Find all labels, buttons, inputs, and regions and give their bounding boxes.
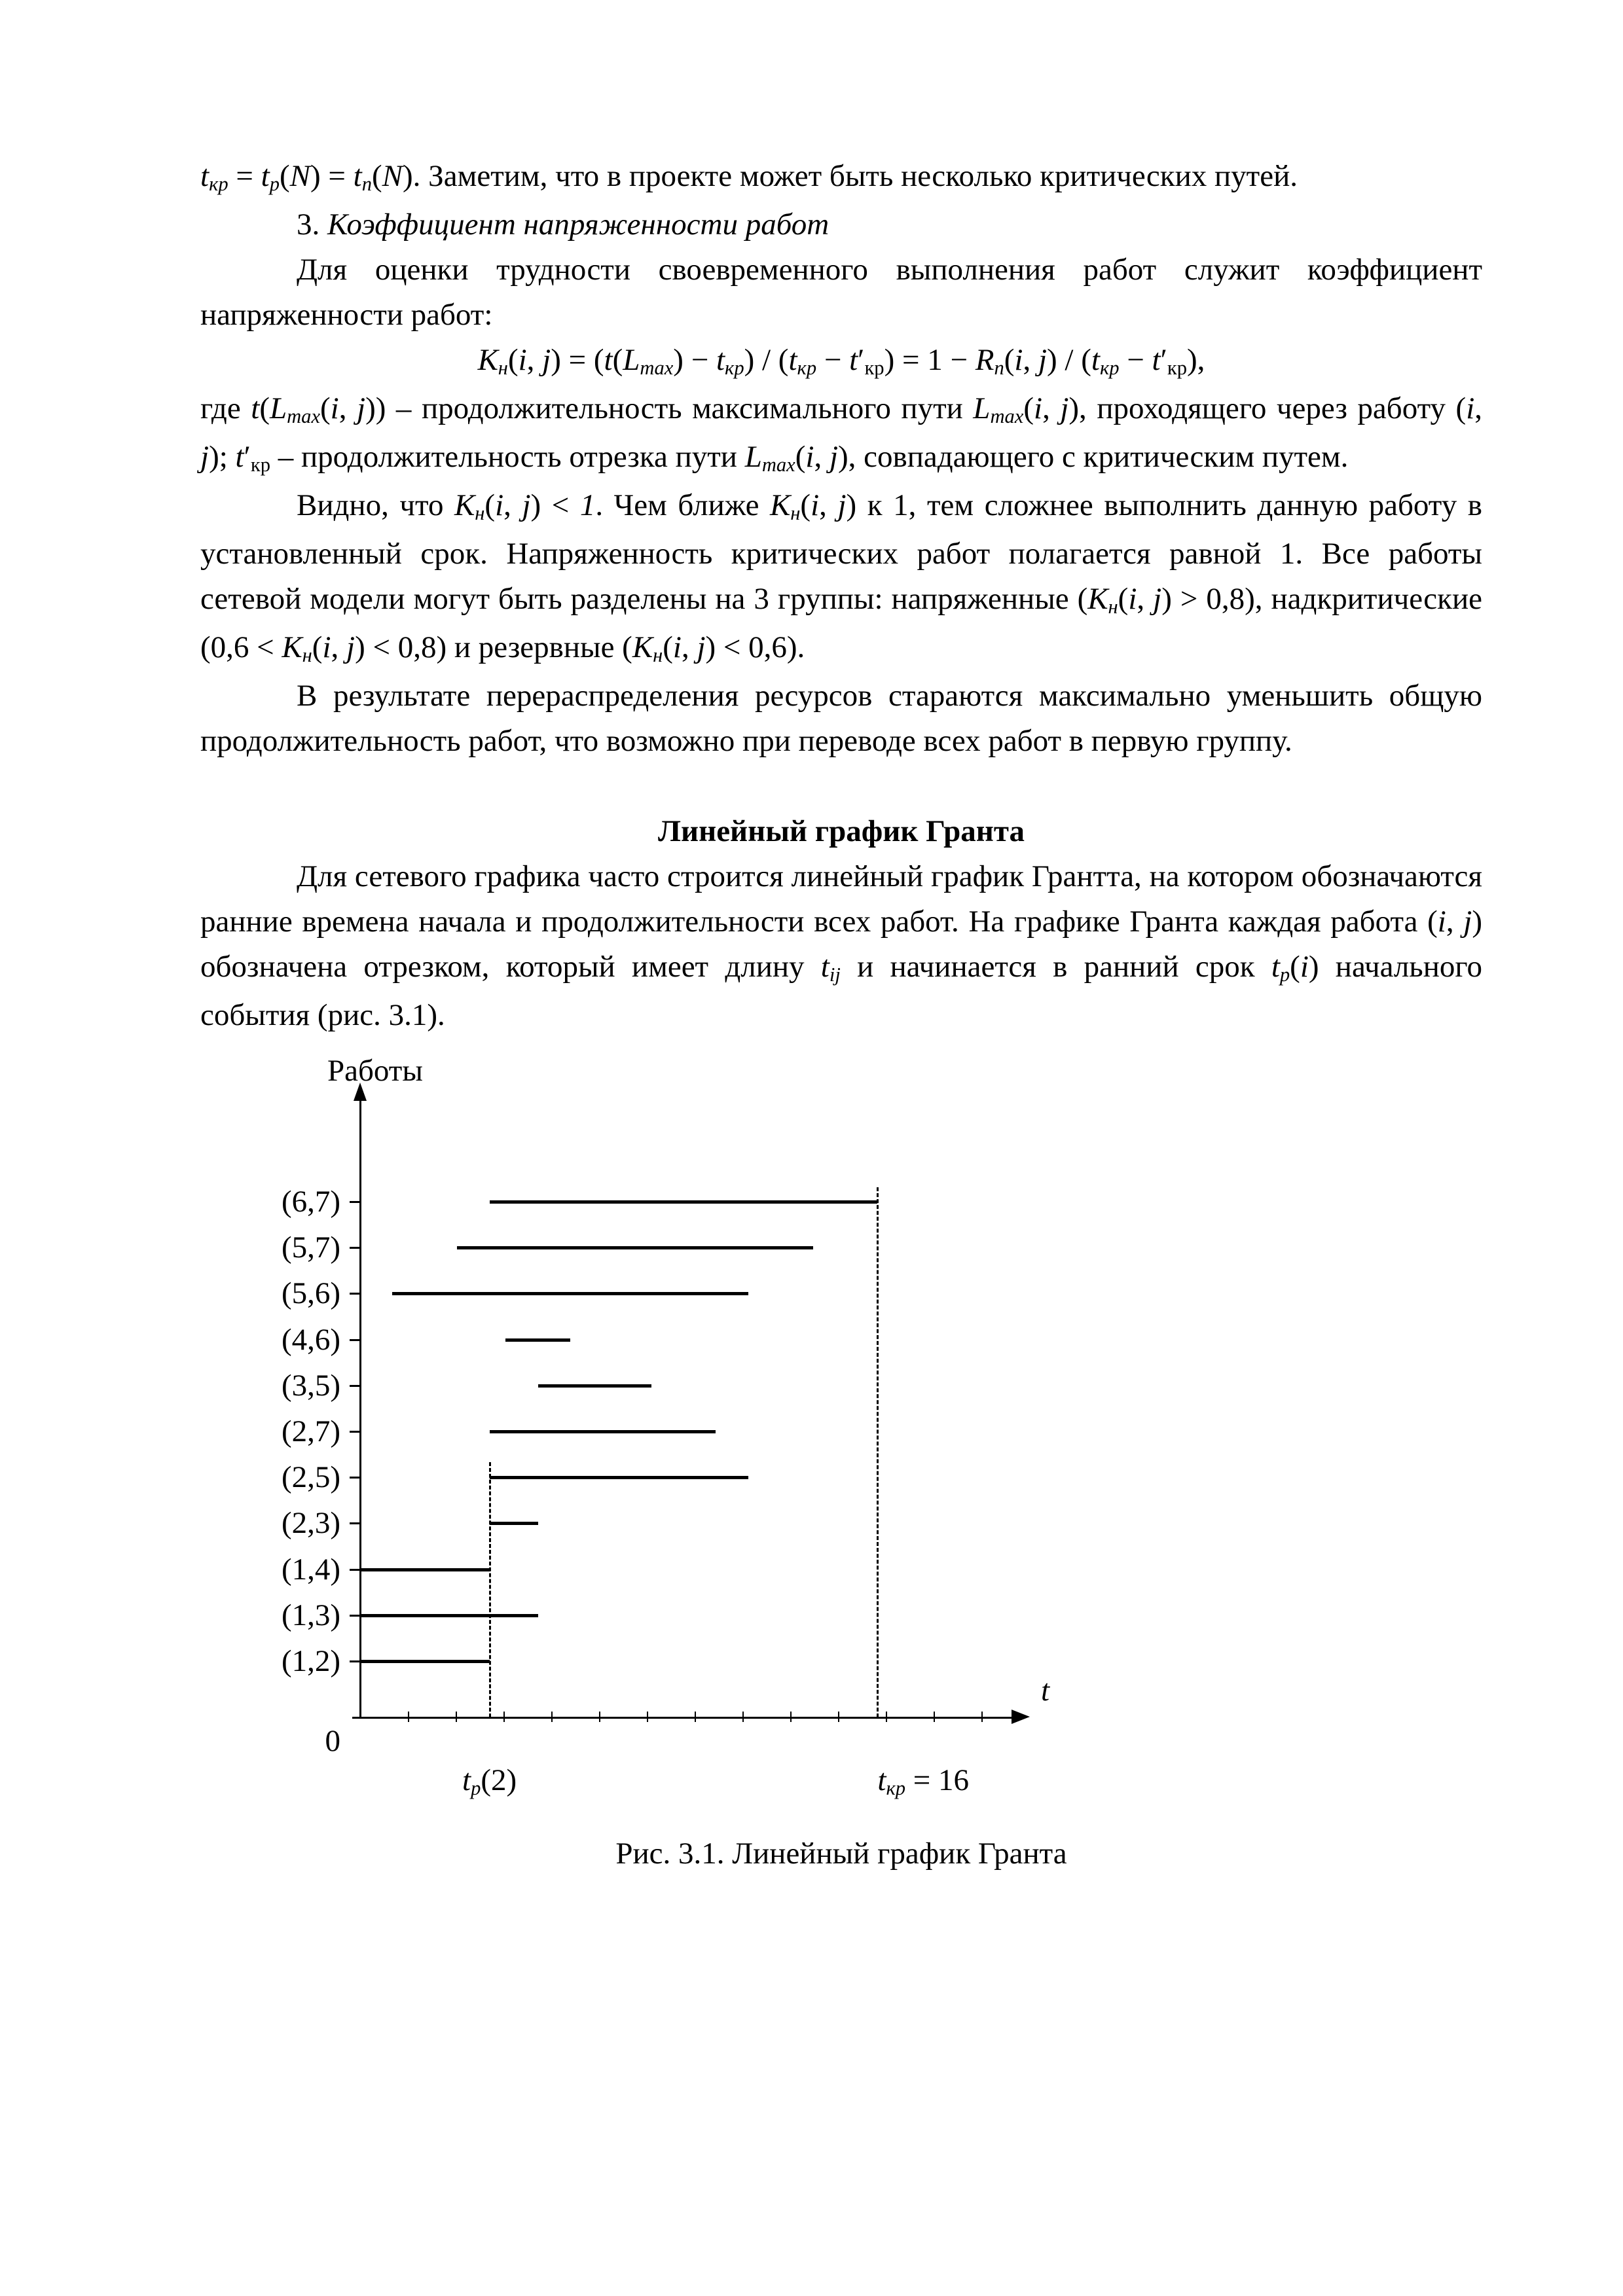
row-label [0, 1593, 340, 1638]
text-run: j [1153, 582, 1162, 616]
text-run: i [672, 630, 682, 664]
text-run: j [346, 630, 356, 664]
text-run: − [816, 343, 850, 377]
row-label [0, 1501, 340, 1546]
text-run: i [322, 630, 331, 664]
row-label [0, 1547, 340, 1592]
y-axis-tick [350, 1660, 360, 1662]
text-run: (6,7) [281, 1185, 340, 1219]
origin-label [301, 1719, 340, 1764]
text-run: . Чем ближе [595, 488, 771, 522]
text-run: К [770, 488, 791, 522]
formula-tension-coefficient [200, 338, 1482, 386]
text-run: К [1087, 582, 1108, 616]
y-axis-tick [350, 1293, 360, 1295]
x-axis-tick [551, 1712, 553, 1722]
text-run: ) начального события (рис. 3.1). [200, 950, 1482, 1032]
y-axis-tick [350, 1385, 360, 1387]
x-axis-tick [503, 1712, 505, 1722]
gantt-chart [0, 1056, 1623, 1809]
text-run: = 16 [905, 1763, 970, 1797]
text-run: i [1437, 905, 1446, 939]
gantt-bar [505, 1338, 570, 1342]
x-axis-tick [886, 1712, 887, 1722]
gantt-bar [360, 1660, 490, 1663]
x-axis-tick [456, 1712, 457, 1722]
paragraph-work-groups [200, 483, 1482, 673]
text-run: (2,5) [281, 1460, 340, 1495]
paragraph-coefficient-intro [200, 247, 1482, 338]
text-run: п [361, 172, 373, 195]
text-run: ), проходящего через работу ( [1068, 391, 1467, 425]
gantt-bar [360, 1614, 538, 1617]
text-run: ( [507, 343, 519, 377]
text-run: t [353, 159, 362, 193]
x-axis-label [1041, 1668, 1049, 1713]
text-run: ′ [244, 440, 251, 474]
text-run: Видно, что [297, 488, 455, 522]
text-run: 3. [297, 207, 327, 242]
text-run: ( [795, 440, 806, 474]
text-run: t [235, 440, 244, 474]
text-run: ( [312, 630, 323, 664]
text-run: Для оценки трудности своевременного выполнения работ служит коэффициент напряженности работ: [200, 253, 1482, 332]
text-run: , [1474, 391, 1482, 425]
x-axis-tick [790, 1712, 792, 1722]
text-run: н [790, 501, 801, 524]
text-run: ( [259, 391, 270, 425]
text-run: t [877, 1763, 886, 1797]
y-axis-tick [350, 1339, 360, 1341]
text-run: − [1119, 343, 1152, 377]
text-run: j [697, 630, 706, 664]
y-axis-tick [350, 1201, 360, 1203]
text-run: кр [209, 172, 228, 195]
text-run: кр [886, 1776, 906, 1799]
gantt-bar [490, 1200, 878, 1204]
text-run: t [716, 343, 725, 377]
text-run: – продолжительность отрезка пути [270, 440, 745, 474]
x-axis-tick [838, 1712, 839, 1722]
text-run: н [653, 643, 663, 666]
x-axis-tick [599, 1712, 600, 1722]
paragraph-critical-path [200, 154, 1482, 202]
x-axis-tick [934, 1712, 935, 1722]
x-axis-tick [742, 1712, 744, 1722]
text-run: ). Заметим, что в проекте может быть несколько критических путей. [403, 159, 1298, 193]
row-label [0, 1225, 340, 1270]
x-axis-arrow-icon [1012, 1710, 1030, 1724]
text-run: max [640, 356, 674, 379]
text-run: ( [279, 159, 290, 193]
text-run: j [1038, 343, 1048, 377]
text-run: р [1279, 963, 1290, 986]
text-run: t [1271, 950, 1280, 984]
y-axis-label [327, 1049, 423, 1094]
text-run: t [849, 343, 858, 377]
text-run: кр [1099, 356, 1120, 379]
x-axis-tick [408, 1712, 409, 1722]
text-run: L [744, 440, 762, 474]
row-label [0, 1318, 340, 1363]
text-run: Работы [327, 1054, 423, 1088]
text-run: ( [1290, 950, 1300, 984]
row-label [0, 1455, 340, 1500]
text-run: j [522, 488, 531, 522]
marker-label [877, 1758, 969, 1806]
text-run: )) – продолжительность максимального пути [365, 391, 974, 425]
text-run: L [269, 391, 287, 425]
text-run: t [462, 1763, 471, 1797]
text-run: N [289, 159, 310, 193]
row-label [0, 1639, 340, 1684]
text-run: кр [1167, 356, 1188, 379]
text-run: ) = ( [551, 343, 604, 377]
text-run: ) < [530, 488, 580, 522]
text-run: ( [1004, 343, 1015, 377]
text-run: j [837, 488, 847, 522]
gantt-bar [490, 1476, 748, 1479]
text-run: t [251, 391, 260, 425]
text-run: = [228, 159, 261, 193]
text-run: ) = [310, 159, 354, 193]
y-axis-tick [350, 1615, 360, 1617]
text-run: t [200, 159, 210, 193]
row-label [0, 1363, 340, 1408]
y-axis-tick [350, 1431, 360, 1433]
y-axis-arrow-icon [354, 1083, 367, 1101]
y-axis-line [359, 1098, 361, 1717]
text-run: ( [1023, 391, 1034, 425]
text-run: i [1300, 950, 1309, 984]
text-run: (2) [481, 1763, 517, 1797]
text-run: ( [663, 630, 673, 664]
paragraph-where-definitions [200, 386, 1482, 483]
figure-caption: Рис. 3.1. Линейный график Гранта [615, 1837, 1067, 1871]
text-run: R [975, 343, 994, 377]
text-run: кр [250, 453, 270, 476]
gantt-bar [490, 1522, 538, 1525]
gantt-bar [360, 1568, 490, 1571]
text-run: t [788, 343, 797, 377]
text-run: t [1041, 1674, 1050, 1708]
text-run: t [820, 950, 830, 984]
gantt-bar [538, 1384, 651, 1388]
text-run: ) / ( [744, 343, 789, 377]
text-run: р [269, 172, 280, 195]
row-label [0, 1271, 340, 1316]
text-run: max [761, 453, 795, 476]
text-run: (1,2) [281, 1644, 340, 1678]
text-run: ); [209, 440, 236, 474]
section-heading-gantt: Линейный график Гранта [658, 814, 1025, 848]
x-axis-tick [695, 1712, 696, 1722]
text-run: , [338, 391, 357, 425]
text-run: ij [829, 963, 841, 986]
text-run: ( [612, 343, 623, 377]
text-run: (5,7) [281, 1230, 340, 1265]
page-content [200, 154, 1482, 1876]
text-run: , [503, 488, 522, 522]
section-item-3-title [200, 202, 1482, 247]
marker-label [372, 1758, 608, 1806]
text-run: ) − [673, 343, 716, 377]
text-run: ( [372, 159, 382, 193]
marker-dashed-line [877, 1187, 879, 1717]
text-run: 0 [325, 1724, 340, 1758]
text-run: i [1014, 343, 1023, 377]
text-run: где [200, 391, 251, 425]
text-run: ) / ( [1047, 343, 1091, 377]
text-run: ( [1118, 582, 1129, 616]
text-run: В результате перераспределения ресурсов стараются максимально уменьшить общую продолжительность работ, что возможно при переводе всех работ в первую группу. [200, 679, 1482, 758]
x-axis-tick [647, 1712, 648, 1722]
text-run: ), [1187, 343, 1205, 377]
text-run: i [495, 488, 504, 522]
text-run: н [498, 356, 508, 379]
text-run: i [811, 488, 820, 522]
text-run: 1 [579, 488, 596, 522]
text-run: , [1042, 391, 1061, 425]
text-run: ) к 1, тем сложнее выполнить данную работу в установленный срок. Напряженность критических работ полагается равной 1. Все работы сетевой модели могут быть разделены на 3 группы: напряженные ( [200, 488, 1482, 616]
y-axis-tick [350, 1569, 360, 1571]
text-run: ( [484, 488, 496, 522]
text-run: , [681, 630, 697, 664]
text-run: (5,6) [281, 1276, 340, 1311]
text-run: (2,3) [281, 1506, 340, 1541]
text-run: н [1108, 595, 1118, 618]
text-run: i [518, 343, 527, 377]
text-run: , [814, 440, 830, 474]
text-run: ) > 0,8), надкритические (0,6 < [200, 582, 1482, 664]
text-run: ) < 0,6). [705, 630, 805, 664]
gantt-bar [457, 1246, 812, 1249]
row-label [0, 1179, 340, 1225]
paragraph-resource-redistribution [200, 673, 1482, 764]
text-run: i [1034, 391, 1043, 425]
text-run: , [1137, 582, 1154, 616]
gantt-bar [392, 1292, 748, 1295]
y-axis-tick [350, 1247, 360, 1249]
text-run: ) обозначена отрезком, который имеет длину [200, 905, 1482, 984]
text-run: , [1446, 905, 1464, 939]
text-run: н [475, 501, 485, 524]
text-run: ′ [858, 343, 865, 377]
text-run: п [994, 356, 1004, 379]
text-run: н [302, 643, 312, 666]
text-run: t [261, 159, 270, 193]
text-run: Коэффициент напряженности работ [327, 207, 830, 242]
text-run: (4,6) [281, 1322, 340, 1357]
text-run: ) = 1 − [884, 343, 976, 377]
gantt-bar [490, 1430, 716, 1433]
text-run: и начинается в ранний срок [840, 950, 1271, 984]
text-run: i [805, 440, 814, 474]
text-run: ( [320, 391, 331, 425]
x-axis-tick [981, 1712, 983, 1722]
text-run: ) < 0,8) и резервные ( [355, 630, 632, 664]
text-run: max [287, 404, 321, 427]
text-run: кр [864, 356, 884, 379]
x-axis-line [352, 1717, 1012, 1719]
text-run: К [477, 343, 498, 377]
y-axis-tick [350, 1522, 360, 1524]
text-run: j [357, 391, 366, 425]
text-run: j [200, 440, 210, 474]
text-run: К [632, 630, 653, 664]
marker-dashed-line [489, 1462, 491, 1717]
text-run: i [1128, 582, 1137, 616]
text-run: j [1060, 391, 1069, 425]
text-run: N [382, 159, 403, 193]
text-run: К [282, 630, 302, 664]
text-run: ( [800, 488, 811, 522]
text-run: , [331, 630, 347, 664]
text-run: (1,4) [281, 1552, 340, 1587]
text-run: t [1091, 343, 1100, 377]
text-run: Для сетевого графика часто строится линейный график Грантта, на котором обозначаются ранние времена начала и продолжительности всех работ. На графике Гранта каждая работа ( [200, 859, 1482, 939]
text-run: р [471, 1776, 481, 1799]
text-run: j [542, 343, 551, 377]
text-run: max [990, 404, 1024, 427]
text-run: , [526, 343, 543, 377]
text-run: (1,3) [281, 1598, 340, 1632]
text-run: К [454, 488, 475, 522]
text-run: j [829, 440, 839, 474]
text-run: (2,7) [281, 1414, 340, 1448]
paragraph-gantt-description [200, 854, 1482, 1038]
text-run: t [1152, 343, 1161, 377]
text-run: i [1466, 391, 1475, 425]
text-run: ), совпадающего с критическим путем. [838, 440, 1349, 474]
text-run: L [973, 391, 991, 425]
text-run: (3,5) [281, 1368, 340, 1403]
text-run: i [330, 391, 339, 425]
text-run: ′ [1160, 343, 1167, 377]
text-run: j [1463, 905, 1472, 939]
text-run: , [819, 488, 838, 522]
text-run: кр [797, 356, 817, 379]
text-run: кр [725, 356, 744, 379]
text-run: L [623, 343, 640, 377]
y-axis-tick [350, 1477, 360, 1479]
text-run: t [604, 343, 613, 377]
row-label [0, 1409, 340, 1454]
text-run: , [1023, 343, 1038, 377]
